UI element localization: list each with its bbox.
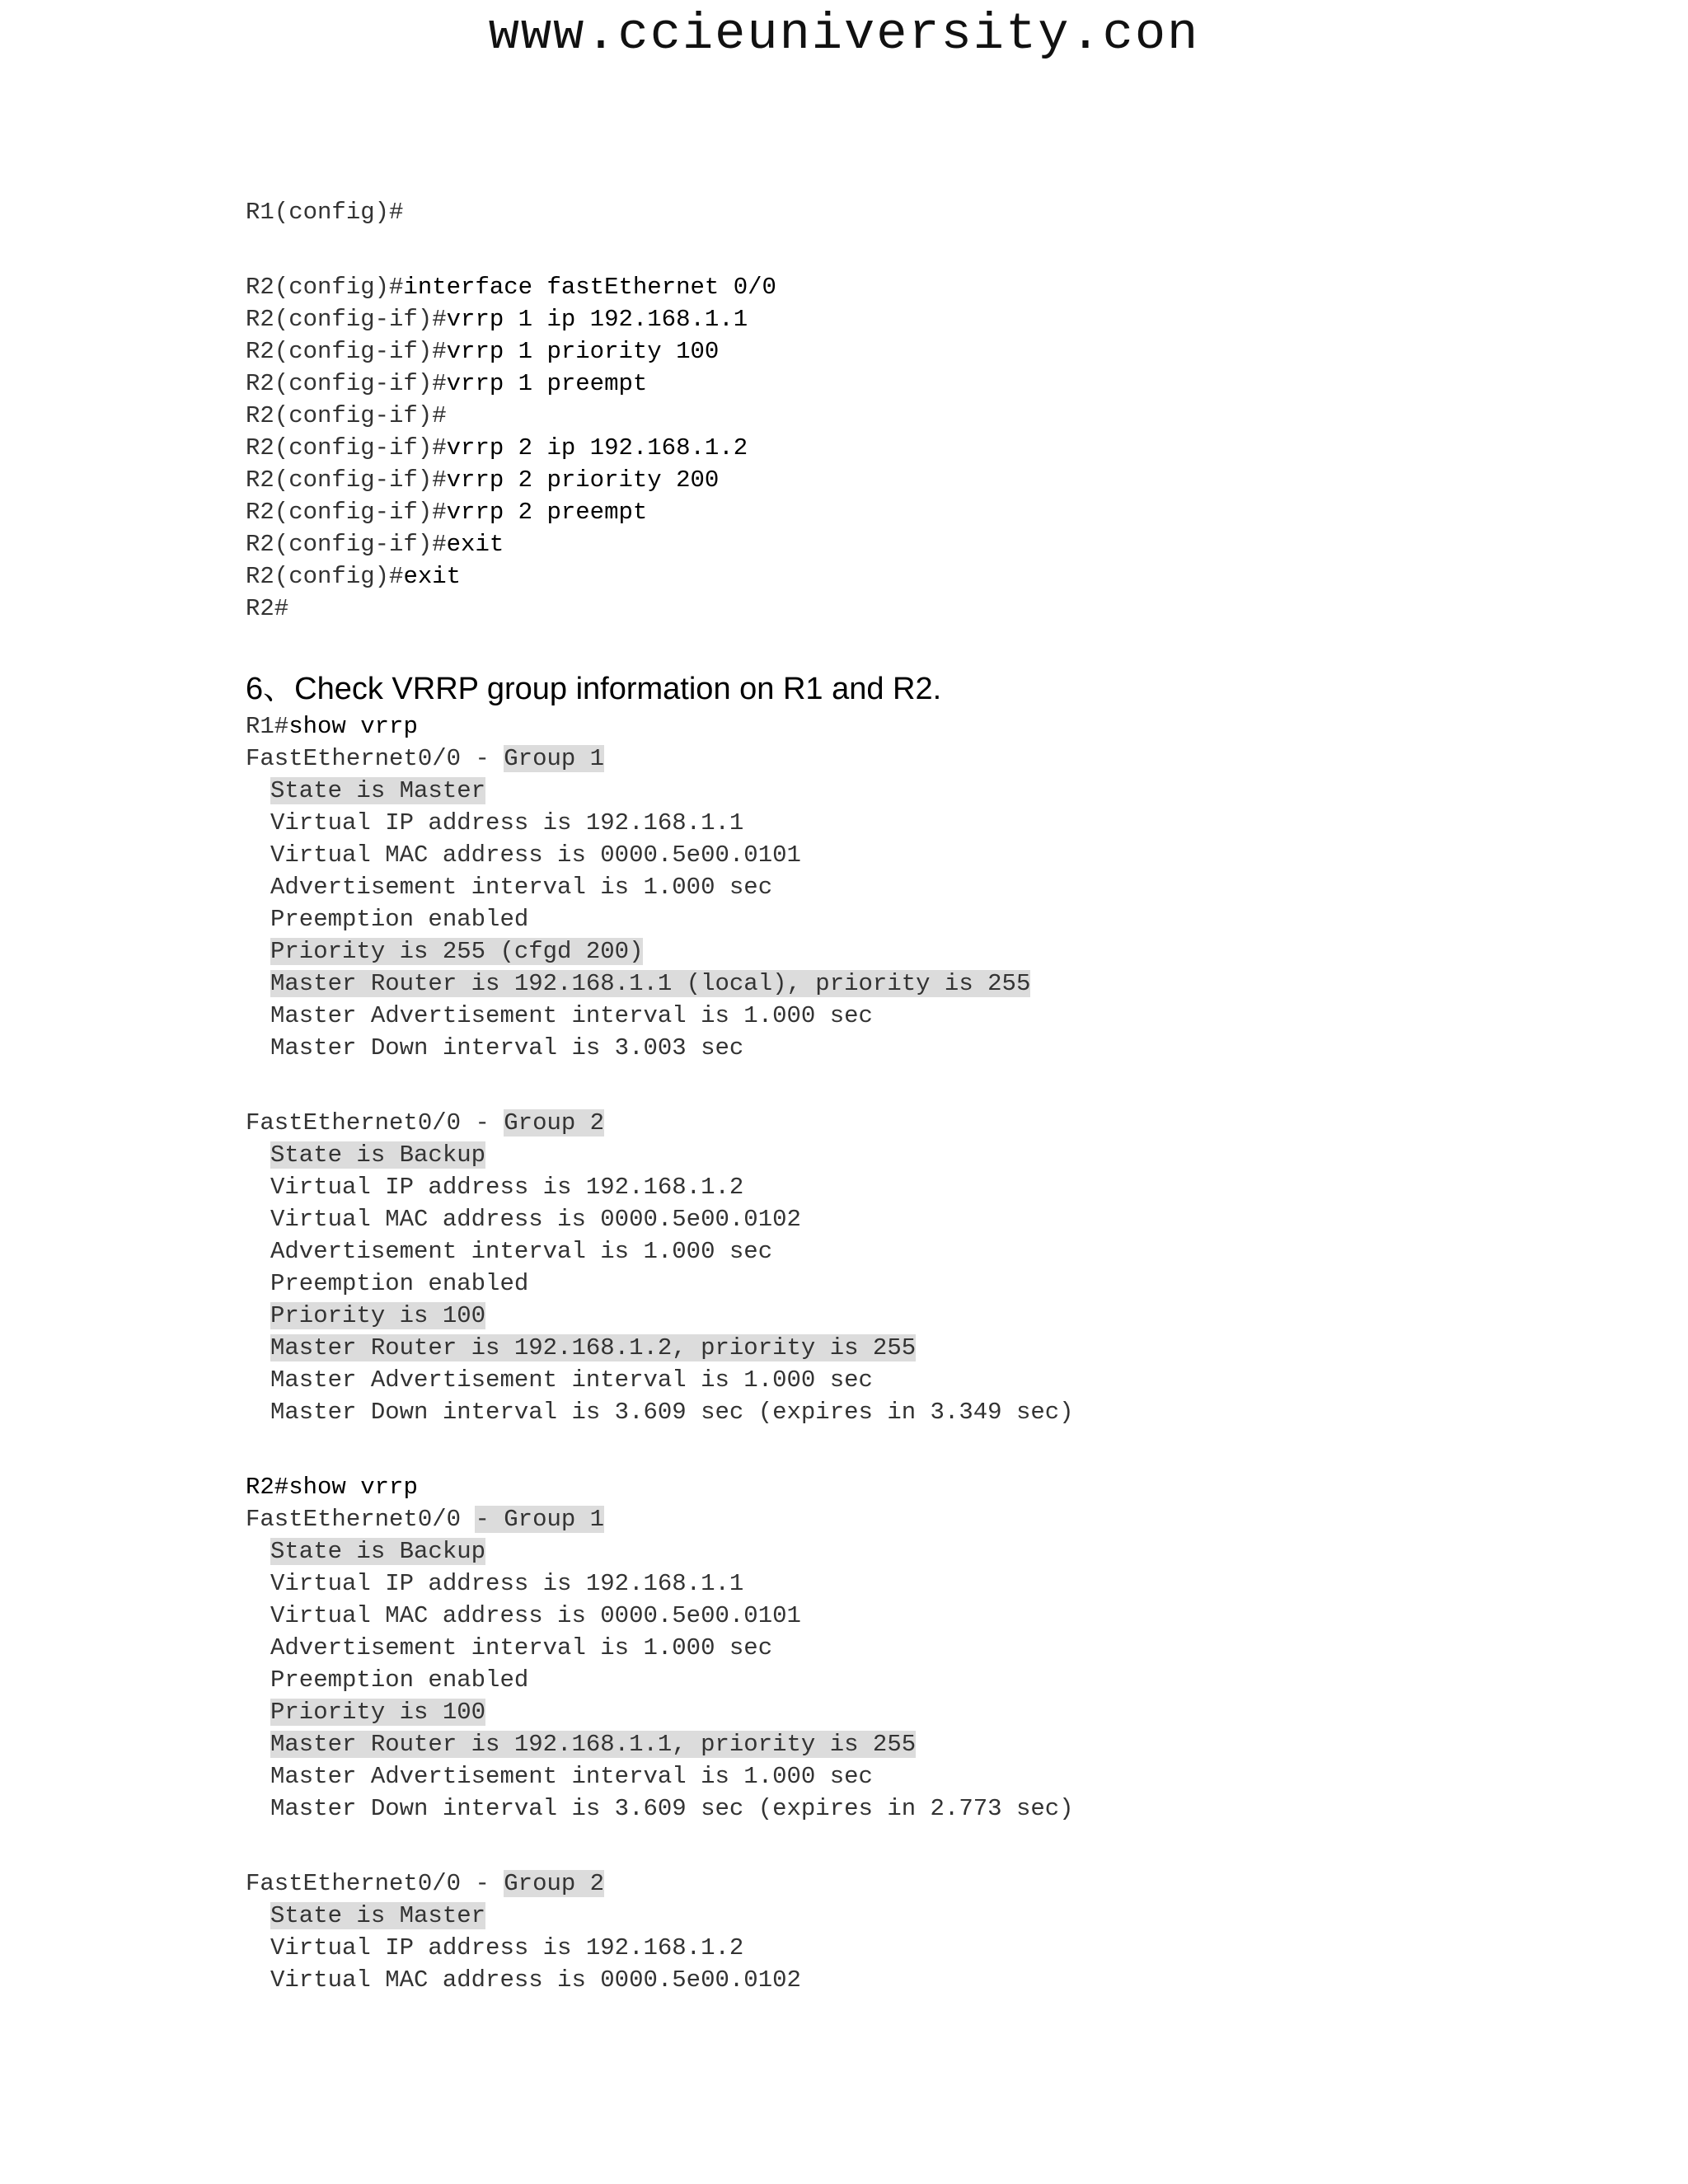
prompt: R2(config-if)# [246, 338, 447, 365]
master-text: Master Router is 192.168.1.2, priority is 255 [270, 1334, 917, 1361]
iface: FastEthernet0/0 - [246, 1870, 504, 1897]
spacer [246, 625, 1482, 668]
r2-g1-preempt: Preemption enabled [270, 1666, 529, 1694]
r1-g1-preempt: Preemption enabled [270, 906, 529, 933]
command: vrrp 2 ip 192.168.1.2 [446, 434, 748, 462]
r1-g2-madv: Master Advertisement interval is 1.000 sec [270, 1366, 873, 1394]
config-line [246, 593, 1482, 625]
iface: FastEthernet0/0 - [246, 745, 504, 772]
r2-g1-vip: Virtual IP address is 192.168.1.1 [270, 1570, 744, 1597]
r1-g2-vmac: Virtual MAC address is 0000.5e00.0102 [270, 1206, 801, 1233]
master-text: Master Router is 192.168.1.1 (local), priority is 255 [270, 970, 1031, 997]
r1-g1-vip: Virtual IP address is 192.168.1.1 [270, 809, 744, 837]
command: vrrp 1 ip 192.168.1.1 [446, 306, 748, 333]
r2-g1-mdown: Master Down interval is 3.609 sec (expires in 2.773 sec) [270, 1795, 1074, 1822]
r2-g1-iface-line [246, 1503, 1482, 1535]
priority-text: Priority is 100 [270, 1302, 486, 1329]
r1-g1-master [246, 968, 1482, 1000]
r2-g1-priority [246, 1696, 1482, 1728]
prompt: R1# [246, 713, 289, 740]
r1-show-command [246, 710, 1482, 743]
r2-g2-iface-line [246, 1868, 1482, 1900]
config-line [246, 303, 1482, 335]
spacer [246, 1428, 1482, 1471]
iface: FastEthernet0/0 [246, 1506, 476, 1533]
prompt: R2(config-if)# [246, 466, 447, 494]
r2-g2-state [246, 1900, 1482, 1932]
command: interface fastEthernet 0/0 [403, 274, 776, 301]
r2-g1-master [246, 1728, 1482, 1760]
prompt: R2(config-if)# [246, 370, 447, 397]
r1-g2-master [246, 1332, 1482, 1364]
command: show vrrp [288, 1474, 418, 1501]
site-header: www.ccieuniversity.con [488, 5, 1200, 63]
config-line [246, 335, 1482, 368]
r2-g1-state [246, 1535, 1482, 1568]
spacer [246, 228, 1482, 271]
command: vrrp 1 priority 100 [446, 338, 720, 365]
command: vrrp 1 preempt [446, 370, 648, 397]
r1-g1-state [246, 775, 1482, 807]
r2-g1-vmac: Virtual MAC address is 0000.5e00.0101 [270, 1602, 801, 1629]
r1-g1-vmac: Virtual MAC address is 0000.5e00.0101 [270, 841, 801, 869]
group-label: Group 1 [504, 745, 605, 772]
spacer [246, 1825, 1482, 1868]
r2-g2-vip: Virtual IP address is 192.168.1.2 [270, 1934, 744, 1961]
config-line [246, 400, 1482, 432]
prompt: R2(config-if)# [246, 434, 447, 462]
command: show vrrp [288, 713, 418, 740]
r1-g2-adv: Advertisement interval is 1.000 sec [270, 1238, 773, 1265]
priority-text: Priority is 100 [270, 1699, 486, 1726]
command: exit [446, 531, 504, 558]
state-text: State is Backup [270, 1538, 486, 1565]
prompt: R2(config-if)# [246, 402, 447, 429]
master-text: Master Router is 192.168.1.1, priority is 255 [270, 1731, 917, 1758]
r2-show-command [246, 1471, 1482, 1503]
prompt: R2(config)# [246, 563, 404, 590]
r1-g2-state [246, 1139, 1482, 1171]
r1-g2-vip: Virtual IP address is 192.168.1.2 [270, 1174, 744, 1201]
command: exit [403, 563, 462, 590]
group-label: Group 2 [504, 1870, 605, 1897]
priority-text: Priority is 255 (cfgd 200) [270, 938, 644, 965]
state-text: State is Backup [270, 1141, 486, 1169]
spacer [246, 1064, 1482, 1107]
r1-prompt-line: R1(config)# [246, 199, 404, 226]
iface: FastEthernet0/0 - [246, 1109, 504, 1137]
r2-g1-adv: Advertisement interval is 1.000 sec [270, 1634, 773, 1661]
config-line [246, 528, 1482, 560]
document-body [246, 196, 1482, 1996]
r1-g1-adv: Advertisement interval is 1.000 sec [270, 874, 773, 901]
group-label: - Group 1 [475, 1506, 605, 1533]
r1-g2-mdown: Master Down interval is 3.609 sec (expires in 3.349 sec) [270, 1399, 1074, 1426]
prompt: R2# [246, 595, 289, 622]
prompt: R2(config-if)# [246, 499, 447, 526]
r1-g1-madv: Master Advertisement interval is 1.000 sec [270, 1002, 873, 1029]
prompt: R2# [246, 1474, 289, 1501]
config-line [246, 496, 1482, 528]
r2-g1-madv: Master Advertisement interval is 1.000 sec [270, 1763, 873, 1790]
r1-g2-preempt: Preemption enabled [270, 1270, 529, 1297]
r2-config-block [246, 271, 1482, 625]
r1-g1-iface-line [246, 743, 1482, 775]
group-label: Group 2 [504, 1109, 605, 1137]
command: vrrp 2 preempt [446, 499, 648, 526]
r1-g1-mdown: Master Down interval is 3.003 sec [270, 1034, 744, 1062]
r1-g1-priority [246, 935, 1482, 968]
state-text: State is Master [270, 777, 486, 804]
r1-g2-iface-line [246, 1107, 1482, 1139]
config-line [246, 271, 1482, 303]
config-line [246, 432, 1482, 464]
section-heading: 6、Check VRRP group information on R1 and R2. [246, 672, 942, 706]
config-line [246, 464, 1482, 496]
r2-g2-vmac: Virtual MAC address is 0000.5e00.0102 [270, 1966, 801, 1994]
r1-g2-priority [246, 1300, 1482, 1332]
prompt: R2(config-if)# [246, 531, 447, 558]
config-line [246, 560, 1482, 593]
command: vrrp 2 priority 200 [446, 466, 720, 494]
prompt: R2(config-if)# [246, 306, 447, 333]
prompt: R2(config)# [246, 274, 404, 301]
config-line [246, 368, 1482, 400]
state-text: State is Master [270, 1902, 486, 1929]
